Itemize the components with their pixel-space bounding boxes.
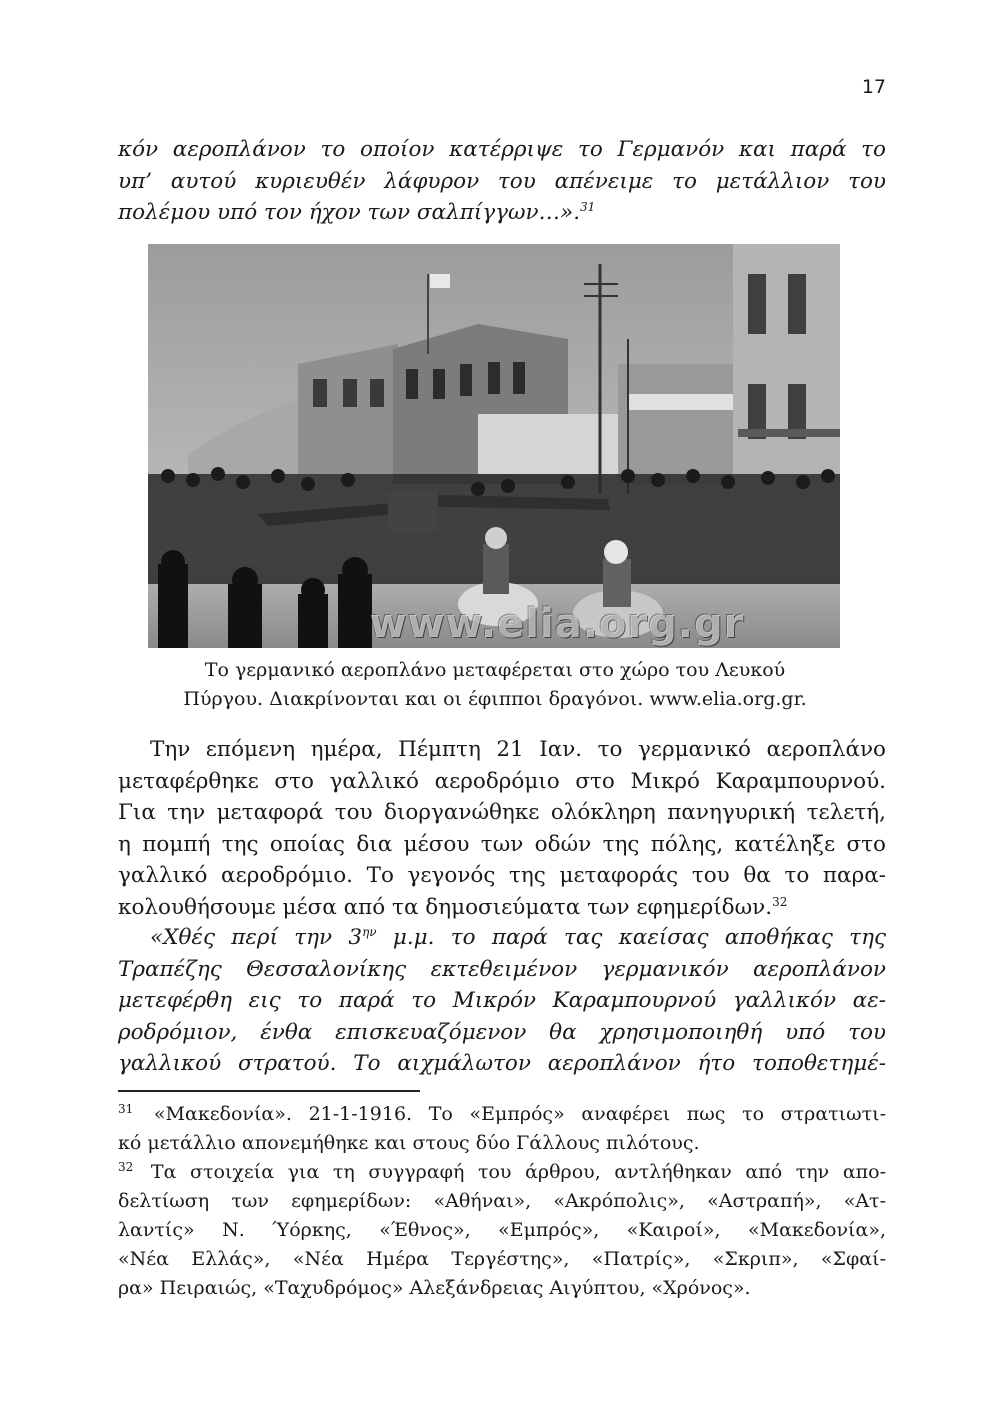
footnote-line: δελτίωση των εφημερίδων: «Αθήναι», «Ακρόπολις», «Αστραπή», «Ατ- (118, 1190, 886, 1212)
footnote-32: $^{32}$ Τα στοιχεία για τη συγγραφή του άρθρου, αντλήθηκαν από την απο- (118, 1159, 886, 1183)
footnote-line: κό μετάλλιο απονεμήθηκε και στους δύο Γάλλους πιλότους. (118, 1132, 700, 1154)
footnote-line: «Νέα Ελλάς», «Νέα Ημέρα Τεργέστης», «Πατρίς», «Σκριπ», «Σφαί- (118, 1248, 886, 1270)
body-paragraph-2 (118, 922, 886, 1080)
body-paragraph-1 (118, 734, 886, 923)
footnote-31: $^{31}$ «Μακεδονία». 21-1-1916. Το «Εμπρός» αναφέρει πως το στρατιωτι- (118, 1101, 886, 1125)
footnote-number: 32 (118, 1159, 134, 1174)
footnote-ref-31[interactable]: 31 (580, 199, 596, 214)
footnote-number: 31 (118, 1101, 134, 1116)
intro-line: υπ’ αυτού κυριευθέν λάφυρον του απένειμε το μετάλλιον του (118, 168, 886, 194)
body-line: «Χθές περί την $3^{\eta\nu}$ μ.μ. το παρά τας καείσας αποθήκας της (150, 924, 886, 950)
figure-caption (150, 656, 840, 714)
intro-line: πολέμου υπό τον ήχον των σαλπίγγων…».$^{31}$ (118, 199, 596, 225)
page-number: 17 (861, 76, 886, 98)
footnote-ref-32[interactable]: 32 (772, 894, 788, 909)
intro-quote (118, 134, 886, 229)
body-line: μετεφέρθη εις το παρά το Μικρόν Καραμπουρνού γαλλικόν αε- (118, 988, 886, 1013)
historic-photograph (148, 244, 840, 648)
body-line: ροδρόμιον, ένθα επισκευαζόμενον θα χρησιμοποιηθή υπό του (118, 1019, 886, 1045)
body-line: γαλλικού στρατού. Το αιχμάλωτον αεροπλάνον ήτο τοποθετημέ- (118, 1051, 886, 1076)
caption-line: Πύργου. Διακρίνονται και οι έφιπποι δραγόνοι. www.elia.org.gr. (183, 688, 807, 710)
footnote-line: ρα» Πειραιώς, «Ταχυδρόμος» Αλεξάνδρειας Αιγύπτου, «Χρόνος». (118, 1277, 751, 1299)
photo-watermark: www.elia.org.gr (369, 601, 745, 647)
footnote-line: λαντίς» Ν. Ύόρκης, «Έθνος», «Εμπρός», «Καιροί», «Μακεδονία», (118, 1219, 886, 1241)
body-line: η πομπή της οποίας δια μέσου των οδών της πόλης, κατέληξε στο (118, 831, 886, 857)
body-line: γαλλικό αεροδρόμιο. Το γεγονός της μεταφοράς του θα το παρα- (118, 863, 886, 888)
superscript-ordinal: ην (362, 924, 377, 939)
body-line: μεταφέρθηκε στο γαλλικό αεροδρόμιο στο Μικρό Καραμπουρνού. (118, 768, 886, 794)
footnote-separator (118, 1090, 420, 1092)
caption-line: Το γερμανικό αεροπλάνο μεταφέρεται στο χώρο του Λευκού (204, 659, 786, 681)
body-line: Την επόμενη ημέρα, Πέμπτη 21 Ιαν. το γερμανικό αεροπλάνο (150, 737, 886, 762)
footnotes (118, 1100, 886, 1303)
body-line: Τραπέζης Θεσσαλονίκης εκτεθειμένον γερμανικόν αεροπλάνον (118, 956, 886, 982)
body-line: Για την μεταφορά του διοργανώθηκε ολόκληρη πανηγυρική τελετή, (118, 800, 886, 825)
body-line: κολουθήσουμε μέσα από τα δημοσιεύματα των εφημερίδων.$^{32}$ (118, 894, 788, 920)
street-scene-illustration (148, 244, 840, 648)
intro-line: κόν αεροπλάνον το οποίον κατέρριψε το Γερμανόν και παρά το (118, 137, 886, 162)
